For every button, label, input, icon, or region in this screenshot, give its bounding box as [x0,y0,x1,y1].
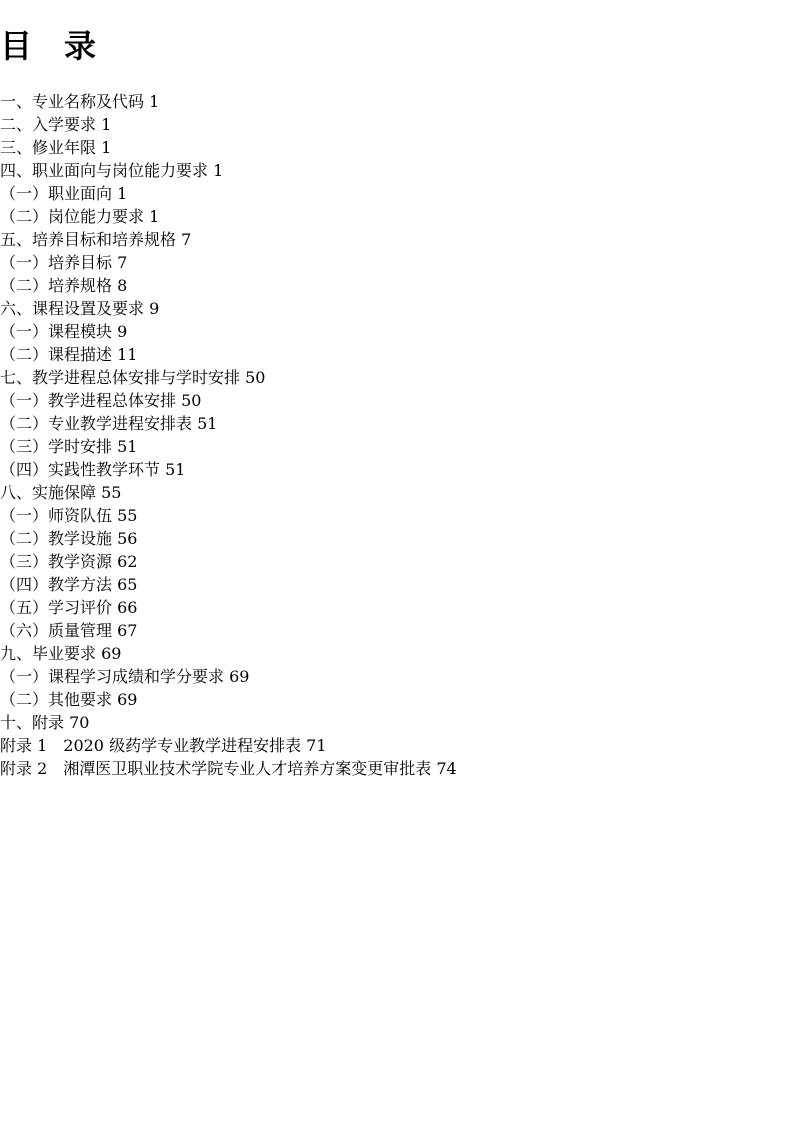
toc-list [0,89,793,779]
toc-entry-page: 69 [101,643,122,663]
toc-entry-label: （三）教学资源 [0,551,113,571]
toc-entry-label: （四）教学方法 [0,574,113,594]
toc-entry-label: 五、培养目标和培养规格 [0,229,177,249]
toc-entry[interactable] [0,572,793,595]
toc-entry[interactable] [0,641,793,664]
toc-entry[interactable] [0,158,793,181]
toc-entry-label: （五）学习评价 [0,597,113,617]
toc-entry[interactable] [0,296,793,319]
toc-entry-label: 三、修业年限 [0,137,97,157]
toc-entry[interactable] [0,664,793,687]
toc-entry-label: （一）教学进程总体安排 [0,390,177,410]
toc-entry-page: 1 [149,206,160,226]
toc-entry[interactable] [0,618,793,641]
toc-entry-label: 九、毕业要求 [0,643,97,663]
toc-entry-label: 附录 1 2020 级药学专业教学进程安排表 [0,735,302,755]
toc-entry-page: 55 [101,482,122,502]
toc-entry[interactable] [0,710,793,733]
toc-entry-page: 66 [117,597,138,617]
toc-entry-page: 11 [117,344,138,364]
toc-entry-label: （一）课程学习成绩和学分要求 [0,666,225,686]
toc-entry[interactable] [0,388,793,411]
toc-entry-label: 四、职业面向与岗位能力要求 [0,160,209,180]
toc-entry-page: 67 [117,620,138,640]
toc-entry-page: 1 [213,160,224,180]
toc-entry[interactable] [0,687,793,710]
toc-entry-label: 八、实施保障 [0,482,97,502]
toc-entry-label: （二）教学设施 [0,528,113,548]
toc-entry[interactable] [0,434,793,457]
toc-entry-label: （三）学时安排 [0,436,113,456]
toc-entry-label: （一）课程模块 [0,321,113,341]
toc-entry-label: 二、入学要求 [0,114,97,134]
toc-entry[interactable] [0,250,793,273]
toc-entry-page: 1 [149,91,160,111]
toc-entry-label: 六、课程设置及要求 [0,298,145,318]
toc-entry[interactable] [0,365,793,388]
toc-entry[interactable] [0,480,793,503]
toc-entry-page: 74 [436,758,457,778]
toc-entry-label: （二）专业教学进程安排表 [0,413,193,433]
toc-entry-page: 69 [117,689,138,709]
toc-entry[interactable] [0,733,793,756]
toc-entry[interactable] [0,756,793,779]
toc-entry-page: 65 [117,574,138,594]
toc-entry[interactable] [0,89,793,112]
toc-entry[interactable] [0,112,793,135]
toc-entry-label: （一）师资队伍 [0,505,113,525]
toc-entry[interactable] [0,273,793,296]
toc-entry[interactable] [0,549,793,572]
toc-entry[interactable] [0,227,793,250]
toc-entry[interactable] [0,204,793,227]
toc-entry-page: 69 [229,666,250,686]
toc-entry-page: 1 [101,114,112,134]
toc-entry-label: （二）培养规格 [0,275,113,295]
toc-title: 目 录 [0,27,97,66]
toc-entry[interactable] [0,181,793,204]
toc-entry-page: 50 [181,390,202,410]
toc-entry-label: 十、附录 [0,712,65,732]
toc-entry-page: 1 [101,137,112,157]
toc-entry[interactable] [0,503,793,526]
toc-entry[interactable] [0,526,793,549]
toc-entry-label: （一）职业面向 [0,183,113,203]
toc-entry[interactable] [0,595,793,618]
toc-entry-page: 1 [117,183,128,203]
toc-entry-label: （六）质量管理 [0,620,113,640]
toc-entry[interactable] [0,457,793,480]
toc-entry-page: 9 [117,321,128,341]
toc-entry-label: 附录 2 湘潭医卫职业技术学院专业人才培养方案变更审批表 [0,758,432,778]
toc-entry-page: 51 [165,459,186,479]
toc-entry-page: 70 [69,712,90,732]
toc-entry-label: （二）其他要求 [0,689,113,709]
toc-entry-label: （二）岗位能力要求 [0,206,145,226]
toc-entry-page: 9 [149,298,160,318]
toc-entry-label: 七、教学进程总体安排与学时安排 [0,367,241,387]
toc-entry[interactable] [0,135,793,158]
toc-entry-label: （一）培养目标 [0,252,113,272]
toc-entry-page: 51 [117,436,138,456]
toc-entry-page: 51 [197,413,218,433]
toc-entry-page: 7 [181,229,192,249]
toc-entry[interactable] [0,411,793,434]
toc-entry-label: 一、专业名称及代码 [0,91,145,111]
toc-entry-page: 8 [117,275,128,295]
toc-entry[interactable] [0,319,793,342]
toc-entry-page: 55 [117,505,138,525]
toc-entry-page: 7 [117,252,128,272]
toc-entry-page: 56 [117,528,138,548]
toc-entry-page: 62 [117,551,138,571]
toc-entry-page: 50 [245,367,266,387]
toc-entry-label: （二）课程描述 [0,344,113,364]
toc-entry[interactable] [0,342,793,365]
toc-entry-page: 71 [306,735,327,755]
toc-entry-label: （四）实践性教学环节 [0,459,161,479]
